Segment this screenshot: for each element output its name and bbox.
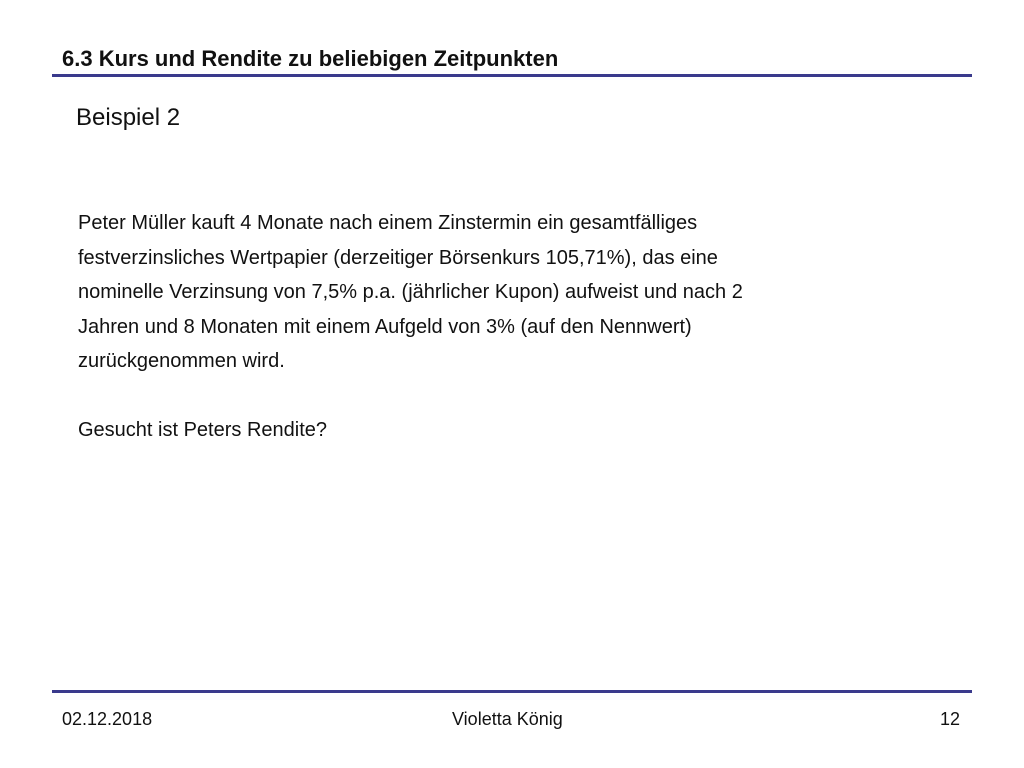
footer-rule bbox=[52, 690, 972, 693]
problem-text bbox=[78, 206, 958, 448]
problem-line: Jahren und 8 Monaten mit einem Aufgeld von 3% (auf den Nennwert) bbox=[78, 315, 692, 338]
question-line: Gesucht ist Peters Rendite? bbox=[78, 419, 328, 441]
header-title: 6.3 Kurs und Rendite zu beliebigen Zeitpunkten bbox=[62, 46, 559, 71]
header-rule bbox=[52, 74, 972, 77]
problem-line: Peter Müller kauft 4 Monate nach einem Zinstermin ein gesamtfälliges bbox=[78, 212, 698, 234]
problem-line: zurückgenommen wird. bbox=[78, 350, 285, 372]
footer-author: Violetta König bbox=[452, 709, 563, 729]
footer-date: 02.12.2018 bbox=[62, 709, 153, 729]
section-heading: Beispiel 2 bbox=[76, 104, 181, 131]
page-number: 12 bbox=[939, 709, 960, 729]
problem-line: festverzinsliches Wertpapier (derzeitiger Börsenkurs 105,71%), das eine bbox=[78, 246, 718, 269]
paragraph-gap bbox=[78, 379, 958, 414]
problem-line: nominelle Verzinsung von 7,5% p.a. (jährlicher Kupon) aufweist und nach 2 bbox=[78, 281, 743, 303]
